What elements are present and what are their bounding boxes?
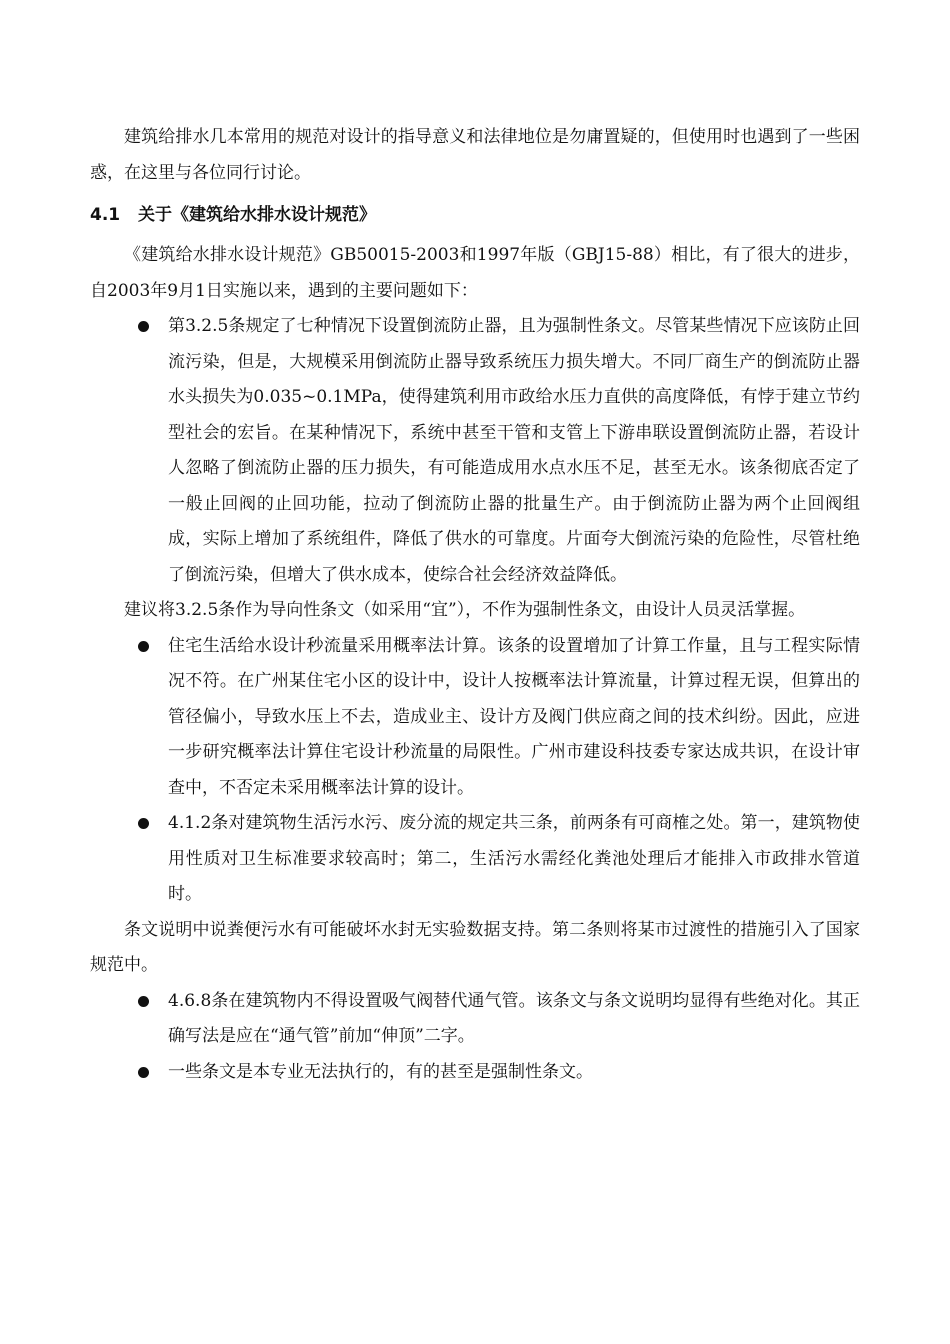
document-body	[90, 120, 860, 1090]
list-item-text: 一些条文是本专业无法执行的，有的甚至是强制性条文。	[168, 1061, 593, 1082]
bullet-icon	[138, 321, 149, 332]
section-number: 4.1	[90, 205, 121, 225]
list-item-text: 住宅生活给水设计秒流量采用概率法计算。该条的设置增加了计算工作量，且与工程实际情况不符。在广州某住宅小区的设计中，设计人按概率法计算流量，计算过程无误，但算出的管径偏小，导致水压上不去，造成业主、设计方及阀门供应商之间的技术纠纷。因此，应进一步研究概率法计算住宅设计秒流量的局限性。广州市建设科技委专家达成共识，在设计审查中，不否定未采用概率法计算的设计。	[168, 635, 860, 798]
bullet-icon	[138, 818, 149, 829]
list-item	[90, 309, 860, 593]
bullet-list-3	[90, 984, 860, 1091]
bullet-icon	[138, 996, 149, 1007]
bullet-list-1	[90, 309, 860, 593]
suggestion-paragraph: 建议将3.2.5条作为导向性条文（如采用“宜”），不作为强制性条文，由设计人员灵活掌握。	[124, 600, 806, 620]
list-item	[90, 806, 860, 913]
section-heading	[90, 201, 860, 229]
list-item	[90, 984, 860, 1055]
section-intro-paragraph: 《建筑给水排水设计规范》GB50015-2003和1997年版（GBJ15-88）相比，有了很大的进步，自2003年9月1日实施以来，遇到的主要问题如下：	[90, 245, 860, 301]
explanation-paragraph: 条文说明中说粪便污水有可能破坏水封无实验数据支持。第二条则将某市过渡性的措施引入了国家规范中。	[90, 919, 860, 975]
section-title: 关于《建筑给水排水设计规范》	[138, 205, 376, 225]
bullet-list-2	[90, 629, 860, 913]
intro-paragraph: 建筑给排水几本常用的规范对设计的指导意义和法律地位是勿庸置疑的，但使用时也遇到了一些困惑，在这里与各位同行讨论。	[90, 127, 860, 183]
list-item	[90, 629, 860, 807]
list-item-text: 4.6.8条在建筑物内不得设置吸气阀替代通气管。该条文与条文说明均显得有些绝对化。其正确写法是应在“通气管”前加“伸顶”二字。	[168, 990, 860, 1046]
list-item-text: 第3.2.5条规定了七种情况下设置倒流防止器，且为强制性条文。尽管某些情况下应该防止回流污染，但是，大规模采用倒流防止器导致系统压力损失增大。不同厂商生产的倒流防止器水头损失为0.035~0.1MPa，使得建筑利用市政给水压力直供的高度降低，有悖于建立节约型社会的宏旨。在某种情况下，系统中甚至干管和支管上下游串联设置倒流防止器，若设计人忽略了倒流防止器的压力损失，有可能造成用水点水压不足，甚至无水。该条彻底否定了一般止回阀的止回功能，拉动了倒流防止器的批量生产。由于倒流防止器为两个止回阀组成，实际上增加了系统组件，降低了供水的可靠度。片面夸大倒流污染的危险性，尽管杜绝了倒流污染，但增大了供水成本，使综合社会经济效益降低。	[168, 316, 860, 585]
list-item-text: 4.1.2条对建筑物生活污水污、废分流的规定共三条，前两条有可商榷之处。第一，建筑物使用性质对卫生标准要求较高时；第二，生活污水需经化粪池处理后才能排入市政排水管道时。	[168, 813, 860, 904]
bullet-icon	[138, 641, 149, 652]
list-item	[90, 1055, 860, 1091]
bullet-icon	[138, 1067, 149, 1078]
